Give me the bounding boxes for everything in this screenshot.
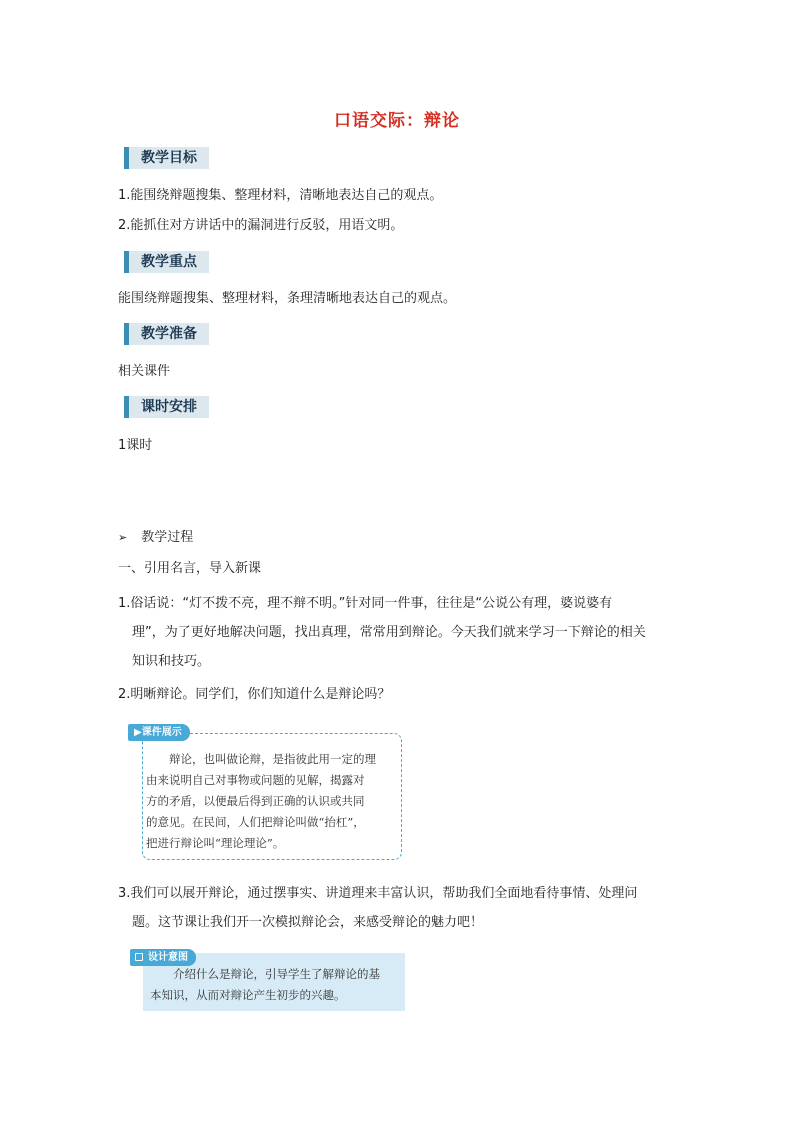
prep-text: 相关课件 — [118, 364, 171, 379]
section-heading-prep: 教学准备 — [124, 323, 209, 345]
step1-title: 一、引用名言，导入新课 — [118, 561, 262, 576]
courseware-line: 辩论，也叫做论辩，是指彼此用一定的理 — [146, 752, 376, 766]
paragraph-3-line: 3.我们可以展开辩论，通过摆事实、讲道理来丰富认识，帮助我们全面地看待事情、处理问 — [118, 886, 638, 901]
process-heading — [118, 528, 193, 548]
courseware-line: 把进行辩论叫“理论理论”。 — [146, 836, 285, 850]
courseware-line: 的意见。在民间，人们把辩论叫做“抬杠”， — [146, 815, 365, 829]
section-heading-schedule: 课时安排 — [124, 396, 209, 418]
goal-item-1: 1.能围绕辩题搜集、整理材料，清晰地表达自己的观点。 — [118, 188, 443, 203]
note-icon — [135, 953, 143, 961]
page-title: 口语交际：辩论 — [334, 111, 460, 131]
paragraph-3-line: 题。这节课让我们开一次模拟辩论会，来感受辩论的魅力吧！ — [132, 915, 484, 930]
design-intent-tag-label: 设计意图 — [148, 952, 188, 963]
section-heading-key: 教学重点 — [124, 251, 209, 273]
process-heading-label: 教学过程 — [141, 530, 194, 545]
courseware-text — [146, 749, 386, 854]
design-intent-text — [150, 964, 400, 1006]
courseware-tag: ▶课件展示 — [128, 724, 190, 741]
design-intent-line: 介绍什么是辩论，引导学生了解辩论的基 — [150, 967, 380, 981]
design-intent-line: 本知识，从而对辩论产生初步的兴趣。 — [150, 988, 346, 1002]
paragraph-2: 2.明晰辩论。同学们，你们知道什么是辩论吗？ — [118, 687, 391, 702]
paragraph-1-line: 知识和技巧。 — [132, 654, 211, 669]
courseware-line: 由来说明自己对事物或问题的见解，揭露对 — [146, 773, 365, 787]
paragraph-1-line: 1.俗话说：“灯不拨不亮，理不辩不明。”针对同一件事，往往是“公说公有理，婆说婆有 — [118, 596, 613, 611]
goal-item-2: 2.能抓住对方讲话中的漏洞进行反驳，用语文明。 — [118, 218, 404, 233]
arrow-icon: ➢ — [118, 531, 128, 544]
paragraph-3 — [118, 879, 688, 937]
section-heading-goals: 教学目标 — [124, 147, 209, 169]
key-point-text: 能围绕辩题搜集、整理材料，条理清晰地表达自己的观点。 — [118, 291, 457, 306]
courseware-line: 方的矛盾，以便最后得到正确的认识或共同 — [146, 794, 365, 808]
paragraph-1 — [118, 589, 688, 676]
schedule-text: 1课时 — [118, 438, 153, 453]
paragraph-1-line: 理”，为了更好地解决问题，找出真理，常常用到辩论。今天我们就来学习一下辩论的相关 — [132, 625, 646, 640]
